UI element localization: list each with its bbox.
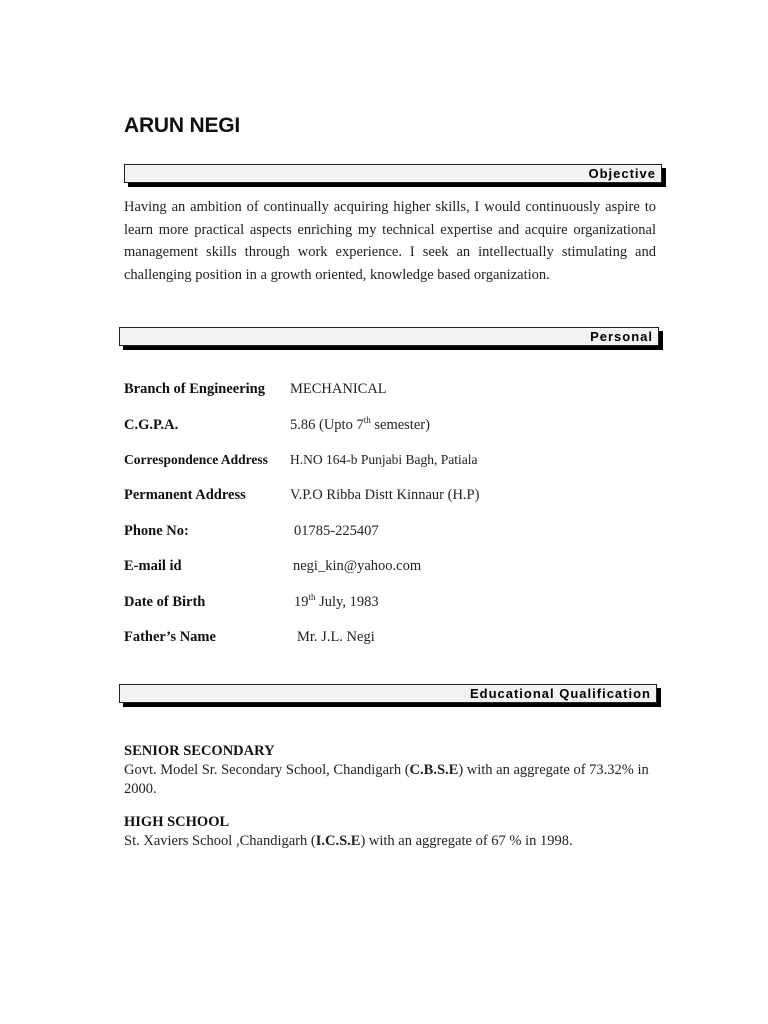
branch-label: Branch of Engineering [124,381,265,397]
personal-section-title: Personal [590,329,653,344]
email-label: E-mail id [124,558,182,574]
education-high-school [124,813,664,851]
correspondence-label: Correspondence Address [124,452,268,467]
cgpa-label: C.G.P.A. [124,417,179,433]
father-value: Mr. J.L. Negi [297,629,375,645]
correspondence-value: H.NO 164-b Punjabi Bagh, Patiala [290,452,478,467]
permanent-value: V.P.O Ribba Distt Kinnaur (H.P) [290,487,480,503]
dob-label: Date of Birth [124,594,206,610]
cgpa-value: 5.86 (Upto 7th semester) [290,415,430,433]
objective-section-bar [124,164,662,183]
permanent-label: Permanent Address [124,487,246,503]
senior-board: C.B.S.E [409,762,459,778]
branch-value: MECHANICAL [290,381,387,397]
phone-value: 01785-225407 [294,523,379,539]
high-board: I.C.S.E [315,833,361,849]
objective-section-title: Objective [588,166,656,181]
personal-section-bar [119,327,659,346]
resume-name: ARUN NEGI [124,114,241,137]
education-section-bar [119,684,657,703]
dob-value: 19th July, 1983 [294,592,379,610]
phone-label: Phone No: [124,523,189,539]
education-section-title: Educational Qualification [469,686,651,701]
senior-secondary-details: Govt. Model Sr. Secondary School, Chandigarh (C.B.S.E) with an aggregate of 73.32% in 2000. [124,762,649,797]
father-label: Father’s Name [124,629,216,645]
high-school-details: St. Xaviers School ,Chandigarh (I.C.S.E) with an aggregate of 67 % in 1998. [124,833,573,849]
email-value: negi_kin@yahoo.com [293,558,422,574]
senior-secondary-heading: SENIOR SECONDARY [124,743,275,759]
objective-text: Having an ambition of continually acquiring higher skills, I would continuously aspire to learn more practical aspects enriching my technical expertise and acquire organizational management skills through work experience. I seek an intellectually stimulating and challenging position in a growth oriented, knowledge based organization. [124,199,656,283]
high-school-heading: HIGH SCHOOL [124,814,230,830]
education-senior-secondary [124,742,664,799]
